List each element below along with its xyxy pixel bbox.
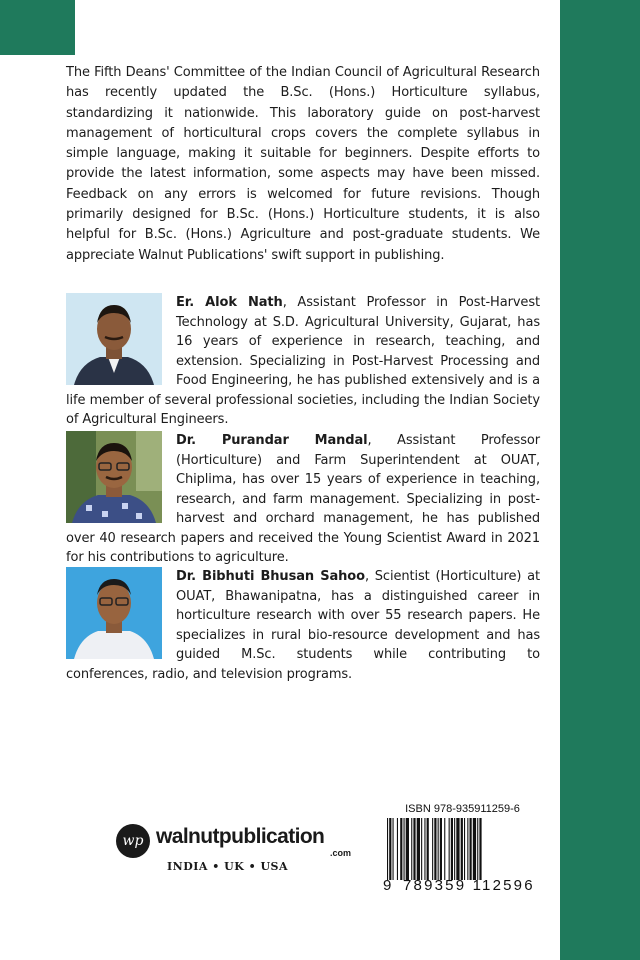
author-name: Er. Alok Nath xyxy=(176,295,283,310)
book-description: The Fifth Deans' Committee of the Indian Council of Agricultural Research has recently updated the B.Sc. (Hons.) Horticulture syllabus, standardizing it nationwide. This laboratory guide on post-harvest management of horticultural crops covers the complete syllabus in simple language, making it suitable for beginners. Despite efforts to provide the latest information, some aspects may have been missed. Feedback on any errors is welcomed for future revisions. Though primarily designed for B.Sc. (Hons.) Horticulture students, it is also helpful for B.Sc. (Hons.) Agriculture and post-graduate students. We appreciate Walnut Publications' swift support in publishing. xyxy=(66,65,540,263)
publisher-domain: .com xyxy=(330,848,352,858)
author-bio-text: , Assistant Professor (Horticulture) and Farm Superintendent at OUAT, Chiplima, has over 15 years of experience in teaching, research, and farm management. Specializing in post-harvest and orchard management, he has published over 40 research papers and received the Young Scientist Award in 2021 for his contributions to agriculture. xyxy=(66,433,540,565)
spine-accent-band xyxy=(560,0,640,960)
isbn-barcode-block xyxy=(383,803,542,898)
author-name: Dr. Purandar Mandal xyxy=(176,433,368,448)
corner-accent-block xyxy=(0,0,75,55)
author-bio-text: , Assistant Professor in Post-Harvest Technology at S.D. Agricultural University, Gujarat, has 16 years of experience in research, teaching, and extension. Specializing in Post-Harvest Processing and Food Engineering, he has published extensively and is a life member of several professional societies, including the Indian Society of Agricultural Engineers. xyxy=(66,295,540,427)
author-photo-alok-nath xyxy=(66,293,162,385)
author-name: Dr. Bibhuti Bhusan Sahoo xyxy=(176,569,365,584)
walnut-logo-icon: wp xyxy=(116,824,150,858)
barcode-icon xyxy=(387,818,539,880)
author-bio-alok-nath xyxy=(66,293,540,430)
author-bio-purandar-mandal xyxy=(66,431,540,568)
isbn-main-digits: 789359 112596 xyxy=(403,877,535,894)
author-photo-bibhuti-bhusan-sahoo xyxy=(66,567,162,659)
author-bio-bibhuti-bhusan-sahoo xyxy=(66,567,540,684)
publisher-logo xyxy=(116,822,356,862)
isbn-label: ISBN 978-935911259-6 xyxy=(405,803,520,815)
author-photo-purandar-mandal xyxy=(66,431,162,523)
author-bio-text: , Scientist (Horticulture) at OUAT, Bhawanipatna, has a distinguished career in horticulture research with over 55 research papers. He specializes in rural bio-resource development and has guided M.Sc. students while contributing to conferences, radio, and television programs. xyxy=(66,569,540,682)
isbn-lead-digit: 9 xyxy=(383,877,394,894)
publisher-name: walnutpublication xyxy=(156,825,325,848)
publisher-regions: INDIA • UK • USA xyxy=(167,860,289,873)
